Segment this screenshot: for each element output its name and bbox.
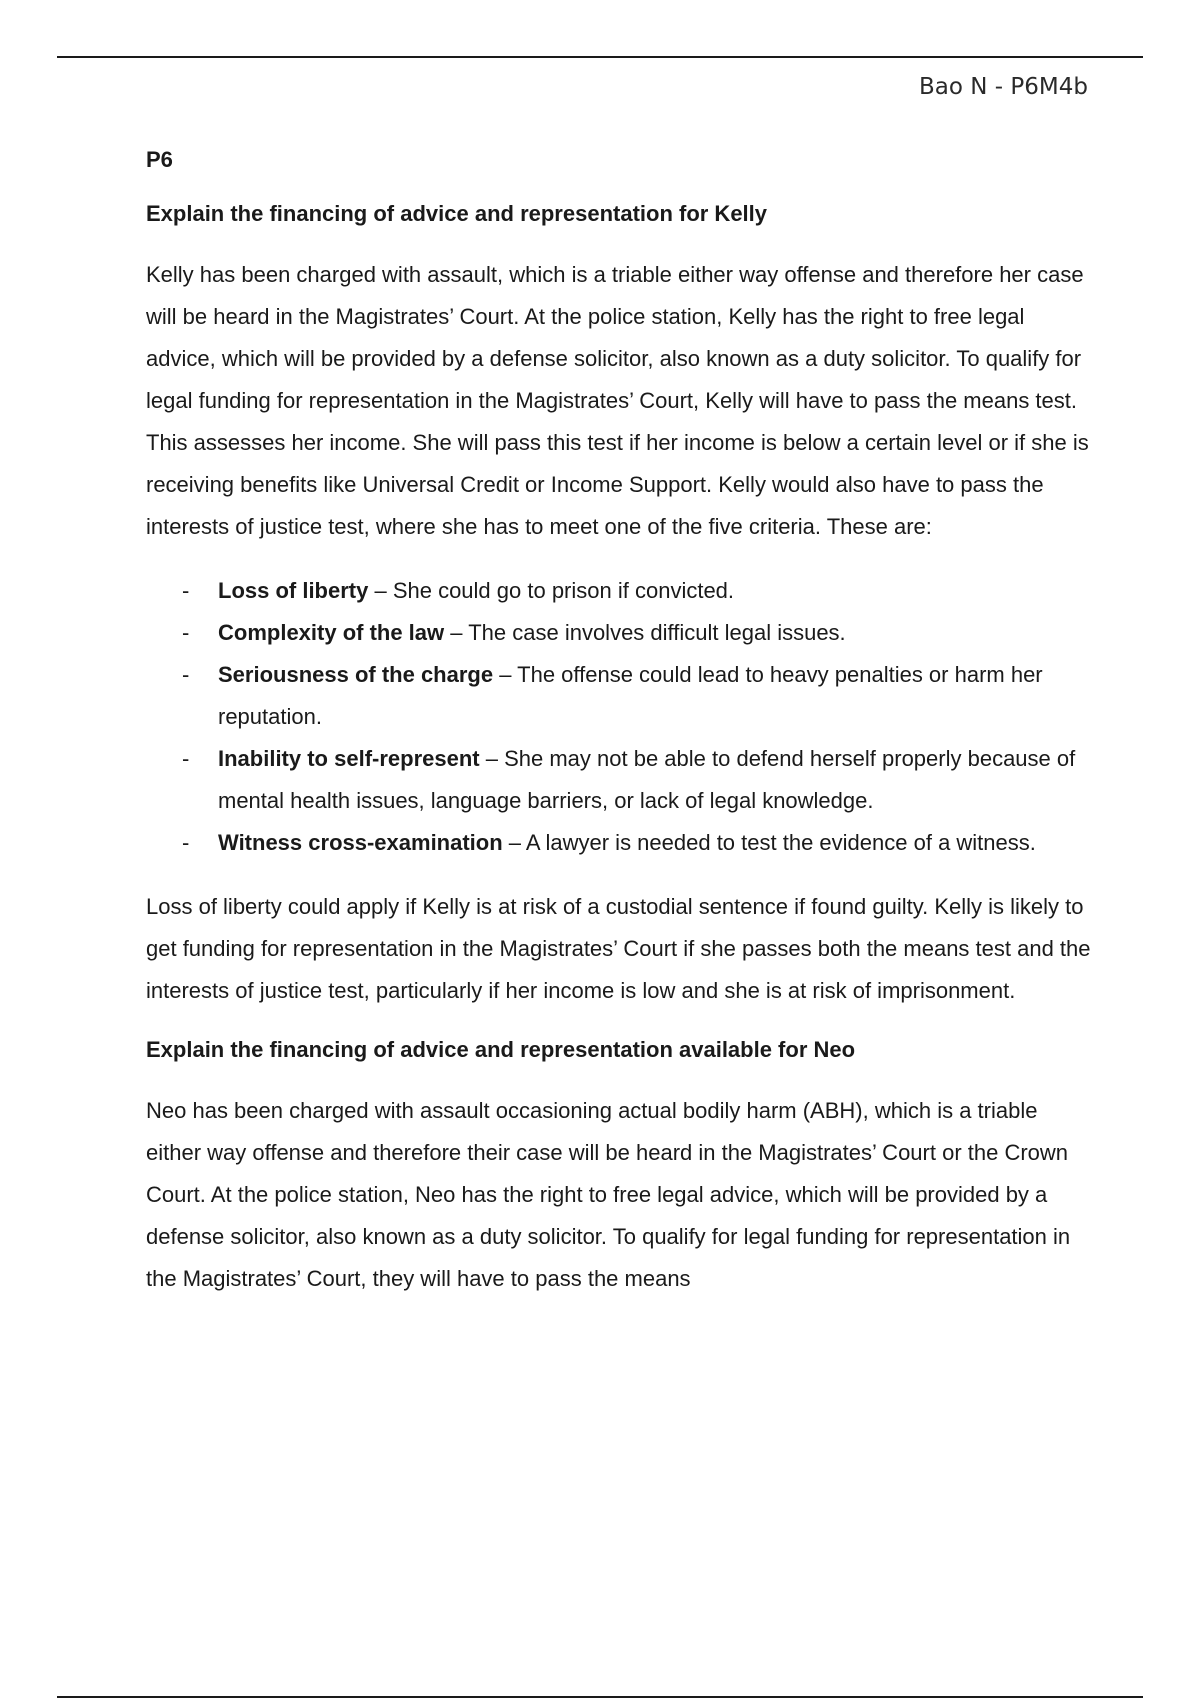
list-dash: -	[182, 662, 190, 687]
criteria-description: – The offense could lead to heavy penalties or harm her reputation.	[218, 662, 1043, 729]
criteria-term: Loss of liberty	[218, 578, 369, 603]
list-dash: -	[182, 620, 190, 645]
criteria-item-inability-to-self-represent	[146, 738, 1096, 822]
list-dash: -	[182, 578, 190, 603]
kelly-intro-paragraph: Kelly has been charged with assault, which is a triable either way offense and therefore her case will be heard in the Magistrates’ Court. At the police station, Kelly has the right to free legal advice, which will be provided by a defense solicitor, also known as a duty solicitor. To qualify for legal funding for representation in the Magistrates’ Court, Kelly will have to pass the means test. This assesses her income. She will pass this test if her income is below a certain level or if she is receiving benefits like Universal Credit or Income Support. Kelly would also have to pass the interests of justice test, where she has to meet one of the five criteria. These are:	[146, 262, 1089, 539]
criteria-term: Inability to self-represent	[218, 746, 480, 771]
criteria-term: Witness cross-examination	[218, 830, 503, 855]
criteria-description: – She may not be able to defend herself properly because of mental health issues, language barriers, or lack of legal knowledge.	[218, 746, 1076, 813]
footer-rule	[57, 1696, 1143, 1698]
running-header: Bao N - P6M4b	[919, 74, 1088, 100]
criteria-item-loss-of-liberty	[146, 570, 1096, 612]
criteria-description: – The case involves difficult legal issues.	[444, 620, 846, 645]
criteria-description: – She could go to prison if convicted.	[368, 578, 735, 603]
criteria-item-complexity-of-law	[146, 612, 1096, 654]
kelly-heading: Explain the financing of advice and representation for Kelly	[146, 201, 768, 226]
criteria-description: – A lawyer is needed to test the evidence of a witness.	[502, 830, 1036, 855]
document-body	[146, 144, 1096, 1322]
list-dash: -	[182, 830, 190, 855]
criteria-item-seriousness-of-charge	[146, 654, 1096, 738]
criteria-item-witness-cross-examination	[146, 822, 1096, 864]
section-label: P6	[146, 147, 173, 172]
kelly-conclusion-paragraph: Loss of liberty could apply if Kelly is at risk of a custodial sentence if found guilty. Kelly is likely to get funding for representation in the Magistrates’ Court if she passes both the means test and the interests of justice test, particularly if her income is low and she is at risk of imprisonment.	[146, 894, 1091, 1003]
neo-heading: Explain the financing of advice and representation available for Neo	[146, 1037, 856, 1062]
header-rule	[57, 56, 1143, 58]
criteria-term: Complexity of the law	[218, 620, 445, 645]
criteria-term: Seriousness of the charge	[218, 662, 494, 687]
list-dash: -	[182, 746, 190, 771]
neo-intro-paragraph: Neo has been charged with assault occasioning actual bodily harm (ABH), which is a triable either way offense and therefore their case will be heard in the Magistrates’ Court or the Crown Court. At the police station, Neo has the right to free legal advice, which will be provided by a defense solicitor, also known as a duty solicitor. To qualify for legal funding for representation in the Magistrates’ Court, they will have to pass the means	[146, 1098, 1071, 1291]
criteria-list	[146, 570, 1096, 864]
